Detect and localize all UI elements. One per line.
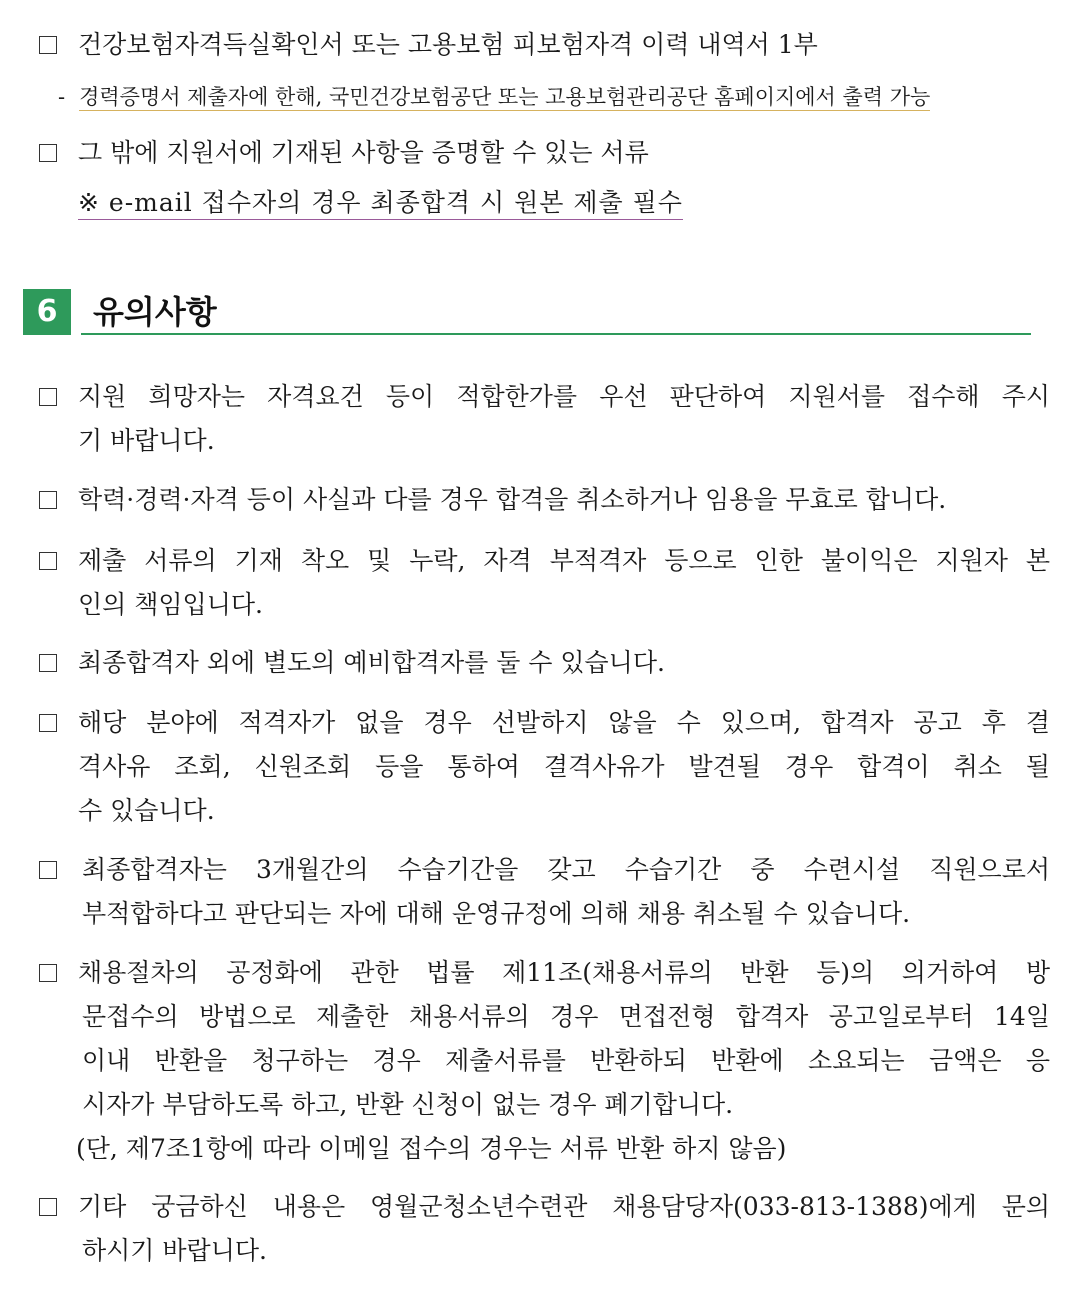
checkbox-icon (39, 714, 57, 732)
item-line: 하시기 바랍니다. (82, 1236, 267, 1265)
item-line: 학력·경력·자격 등이 사실과 다를 경우 합격을 취소하거나 임용을 무효로 합니다. (78, 485, 947, 514)
checkbox-icon (39, 654, 57, 672)
top-sub-note-text: 경력증명서 제출자에 한해, 국민건강보험공단 또는 고용보험관리공단 홈페이지에서 출력 가능 (79, 85, 931, 109)
top-item-text: 그 밖에 지원서에 기재된 사항을 증명할 수 있는 서류 (78, 138, 649, 167)
checkbox-icon (39, 552, 57, 570)
item-line: 문접수의 방법으로 제출한 채용서류의 경우 면접전형 합격자 공고일로부터 14일 (82, 1002, 1050, 1031)
checkbox-icon (39, 1198, 57, 1216)
item-line: 최종합격자는 3개월간의 수습기간을 갖고 수습기간 중 수련시설 직원으로서 (82, 855, 1050, 884)
item-line: 인의 책임입니다. (78, 590, 263, 619)
item-line: 이내 반환을 청구하는 경우 제출서류를 반환하되 반환에 소요되는 금액은 응 (82, 1046, 1050, 1075)
item-line: 채용절차의 공정화에 관한 법률 제11조(채용서류의 반환 등)의 의거하여 방 (78, 958, 1050, 987)
item-line: 기 바랍니다. (78, 426, 215, 455)
checkbox-icon (39, 964, 57, 982)
item-line: 부적합하다고 판단되는 자에 대해 운영규정에 의해 채용 취소될 수 있습니다. (82, 899, 911, 928)
item-line: 지원 희망자는 자격요건 등이 적합한가를 우선 판단하여 지원서를 접수해 주시 (78, 382, 1050, 411)
dash-icon: - (58, 85, 66, 109)
item-line: 제출 서류의 기재 착오 및 누락, 자격 부적격자 등으로 인한 불이익은 지원자 본 (78, 546, 1050, 575)
checkbox-icon (39, 861, 57, 879)
item-line: (단, 제7조1항에 따라 이메일 접수의 경우는 서류 반환 하지 않음) (76, 1134, 787, 1163)
item-line: 최종합격자 외에 별도의 예비합격자를 둘 수 있습니다. (78, 648, 665, 677)
section-title: 유의사항 (93, 293, 217, 331)
item-line: 해당 분야에 적격자가 없을 경우 선발하지 않을 수 있으며, 합격자 공고 후 결 (78, 708, 1050, 737)
checkbox-icon (39, 144, 57, 162)
section-number-badge: 6 (23, 289, 71, 335)
email-note-text: ※ e-mail 접수자의 경우 최종합격 시 원본 제출 필수 (78, 188, 683, 220)
checkbox-icon (39, 491, 57, 509)
checkbox-icon (39, 388, 57, 406)
item-line: 기타 궁금하신 내용은 영월군청소년수련관 채용담당자(033-813-1388)에게 문의 (78, 1192, 1050, 1221)
section-underline (81, 333, 1031, 335)
item-line: 격사유 조회, 신원조회 등을 통하여 결격사유가 발견될 경우 합격이 취소 될 (78, 752, 1050, 781)
top-item-text: 건강보험자격득실확인서 또는 고용보험 피보험자격 이력 내역서 1부 (78, 30, 818, 59)
item-line: 수 있습니다. (78, 796, 215, 825)
item-line: 시자가 부담하도록 하고, 반환 신청이 없는 경우 폐기합니다. (82, 1090, 734, 1119)
checkbox-icon (39, 36, 57, 54)
